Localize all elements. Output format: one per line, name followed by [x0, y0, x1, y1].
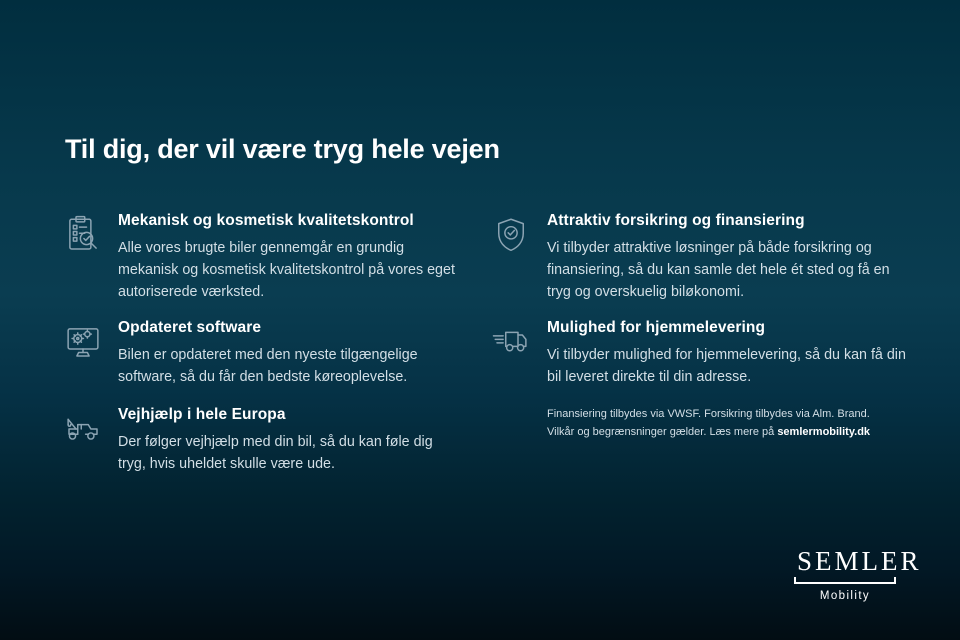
disclaimer-line2: Vilkår og begrænsninger gælder. Læs mere på	[547, 426, 778, 438]
delivery-truck-icon	[490, 321, 532, 363]
disclaimer-text	[547, 405, 917, 441]
feature-heading: Attraktiv forsikring og finansiering	[547, 212, 805, 229]
clipboard-inspection-icon	[62, 214, 104, 256]
feature-heading: Mulighed for hjemmelevering	[547, 319, 766, 336]
semler-mobility-logo	[794, 546, 922, 602]
feature-body: Vi tilbyder attraktive løsninger på både forsikring og finansiering, så du kan samle det hele ét sted og få en tryg og overskuelig biløkonomi.	[547, 240, 890, 300]
disclaimer-website: semlermobility.dk	[777, 426, 871, 438]
feature-body: Alle vores brugte biler gennemgår en grundig mekanisk og kosmetisk kvalitetskontrol på vores eget autoriserede værksted.	[118, 240, 455, 300]
tow-truck-icon	[62, 408, 104, 450]
feature-body: Der følger vejhjælp med din bil, så du kan føle dig tryg, hvis uheldet skulle være ude.	[118, 434, 433, 472]
feature-heading: Vejhjælp i hele Europa	[118, 406, 286, 423]
shield-check-icon	[490, 214, 532, 256]
feature-body: Bilen er opdateret med den nyeste tilgængelige software, så du får den bedste køreoplevelse.	[118, 347, 418, 385]
logo-rule	[794, 577, 896, 584]
disclaimer-line1: Finansiering tilbydes via VWSF. Forsikring tilbydes via Alm. Brand.	[547, 408, 870, 420]
feature-heading: Mekanisk og kosmetisk kvalitetskontrol	[118, 212, 414, 229]
feature-body: Vi tilbyder mulighed for hjemmelevering, så du kan få din bil leveret direkte til din adresse.	[547, 347, 906, 385]
page-title: Til dig, der vil være tryg hele vejen	[65, 134, 500, 165]
logo-brand-text: SEMLER	[797, 546, 922, 576]
monitor-gears-icon	[62, 321, 104, 363]
logo-sub-text: Mobility	[819, 590, 871, 602]
feature-heading: Opdateret software	[118, 319, 262, 336]
